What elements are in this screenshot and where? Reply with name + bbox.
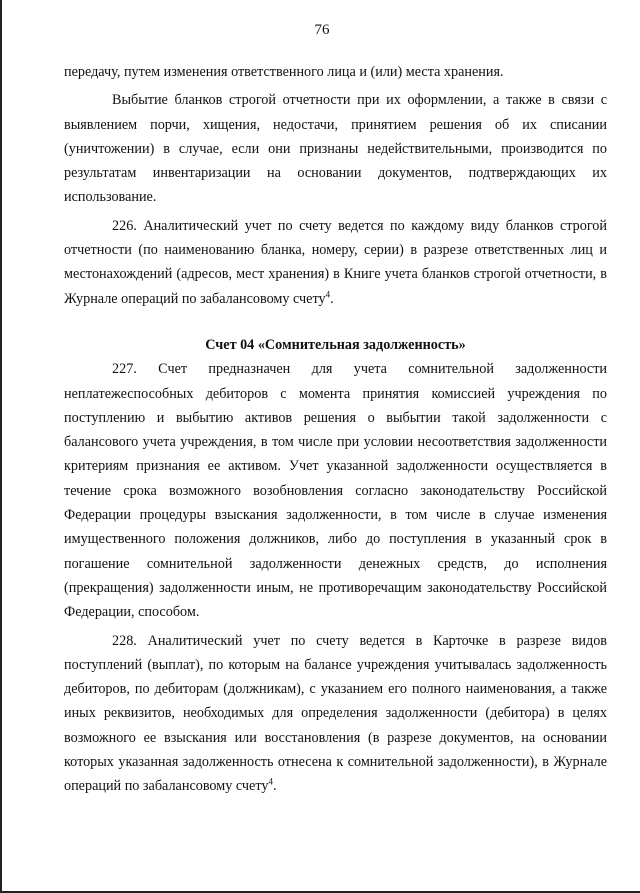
paragraph-227: 227. Счет предназначен для учета сомнительной задолженности неплатежеспособных дебиторов с момента принятия комиссией учреждения по поступлению и выбытию активов решения о выбытии такой задолженности с балансового учета учреждения, в том числе при условии несоответствия задолженности критериям признания ее активом. Учет указанной задолженности осуществляется в течение срока возможного возобновления согласно законодательству Российской Федерации процедуры взыскания задолженности, в том числе в случае изменения имущественного положения должников, либо до поступления в указанный срок в погашение сомнительной задолженности денежных средств, до исполнения (прекращения) задолженности иным, не противоречащим законодательству Российской Федерации, способом. [64, 361, 607, 621]
paragraph-226-text: 226. Аналитический учет по счету ведется по каждому виду бланков строгой отчетности (по наименованию бланка, номеру, серии) в разрезе ответственных лиц и местонахождений (адресов, мест хранения) в Книге учета бланков строгой отчетности, в Журнале операций по забалансовому счету [64, 217, 607, 307]
section-heading: Счет 04 «Сомнительная задолженность» [205, 336, 466, 353]
paragraph-226 [64, 214, 607, 311]
page-body [64, 60, 607, 799]
paragraph-226-end: . [330, 290, 334, 307]
paragraph-continuation: передачу, путем изменения ответственного лица и (или) места хранения. [64, 64, 504, 80]
paragraph-228-text: 228. Аналитический учет по счету ведется в Карточке в разрезе видов поступлений (выплат), по которым на балансе учреждения учитывалась задолженность дебиторов, по дебиторам (должникам), с указанием его полного наименования, а также иных реквизитов, необходимых для определения задолженности (дебитора) в целях возможного ее взыскания или восстановления (в разрезе документов, на основании которых указанная задолженность отнесена к сомнительной задолженности), в Журнале операций по забалансовому счету [64, 632, 607, 795]
paragraph-228-end: . [272, 778, 277, 795]
footnote-ref: 4 [268, 776, 273, 787]
paragraph-228 [64, 629, 607, 799]
footnote-ref: 4 [325, 288, 331, 299]
paragraph-write-off: Выбытие бланков строгой отчетности при их оформлении, а также в связи с выявлением порчи, хищения, недостачи, принятием решения об их списании (уничтожении) в случае, если они признаны недействительными, производится по результатам инвентаризации на основании документов, подтверждающих их использование. [64, 92, 607, 206]
page-number: 76 [314, 22, 330, 38]
